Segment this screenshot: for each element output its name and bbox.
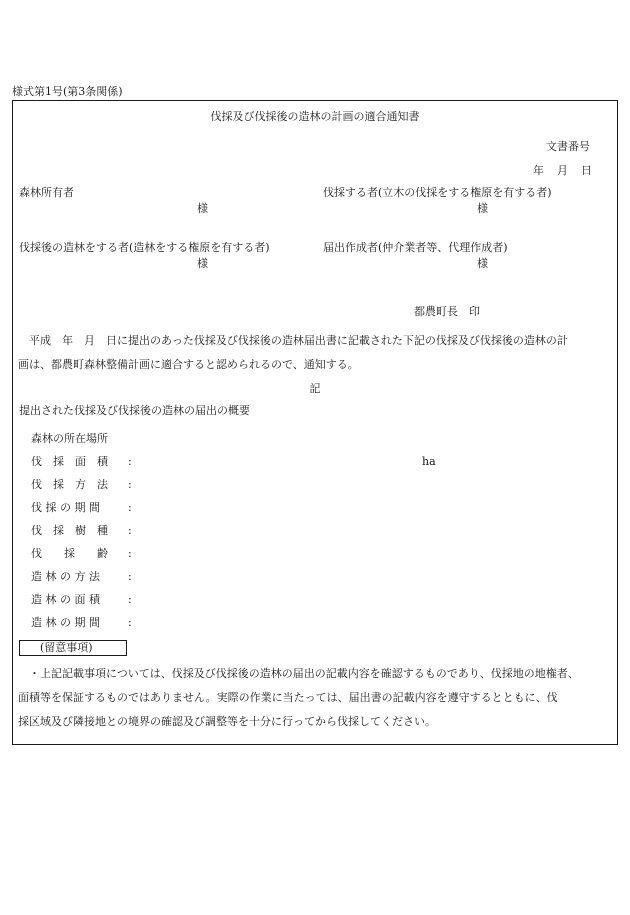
forest-owner-honorific: 様 bbox=[197, 202, 208, 215]
document-title: 伐採及び伐採後の造林の計画の適合通知書 bbox=[210, 110, 420, 123]
item-colon: : bbox=[128, 570, 132, 583]
notes-line-3: 採区域及び隣接地との境界の確認及び調整等を十分に行ってから伐採してください。 bbox=[18, 715, 436, 728]
item-harvest-age: 伐 採 齢 bbox=[31, 547, 108, 560]
summary-heading: 提出された伐採及び伐採後の造林の届出の概要 bbox=[19, 404, 250, 417]
item-colon: : bbox=[128, 593, 132, 606]
harvester-honorific: 様 bbox=[477, 202, 488, 215]
notes-heading: (留意事項) bbox=[40, 641, 93, 654]
ki-heading: 記 bbox=[309, 382, 321, 395]
item-harvest-species: 伐 採 樹 種 bbox=[31, 524, 108, 537]
item-colon: : bbox=[128, 547, 132, 560]
notes-line-2: 面積等を保証するものではありません。実際の作業に当たっては、届出書の記載内容を遵守するとともに、伐 bbox=[18, 691, 558, 704]
item-colon: : bbox=[128, 524, 132, 537]
item-colon: : bbox=[128, 455, 132, 468]
document-number-label: 文書番号 bbox=[546, 140, 590, 153]
filer-label: 届出作成者(仲介業者等、代理作成者) bbox=[323, 241, 508, 254]
harvester-label: 伐採する者(立木の伐採をする権原を有する者) bbox=[323, 186, 552, 199]
date-label: 年 月 日 bbox=[533, 164, 593, 177]
form-number: 様式第1号(第3条関係) bbox=[12, 85, 123, 98]
item-harvest-method: 伐 採 方 法 bbox=[31, 478, 108, 491]
item-reforestation-area: 造 林 の 面 積 bbox=[31, 593, 100, 606]
body-text-line-2: 画は、都農町森林整備計画に適合すると認められるので、通知する。 bbox=[18, 358, 359, 371]
area-unit-ha: ha bbox=[422, 455, 436, 468]
filer-honorific: 様 bbox=[477, 257, 488, 270]
item-colon: : bbox=[128, 478, 132, 491]
item-reforestation-period: 造 林 の 期 間 bbox=[31, 616, 100, 629]
reforester-label: 伐採後の造林をする者(造林をする権原を有する者) bbox=[19, 241, 270, 254]
body-paragraph bbox=[18, 329, 618, 377]
body-text-line-1: 平成 年 月 日に提出のあった伐採及び伐採後の造林届出書に記載された下記の伐採及び伐採後の造林の計 bbox=[29, 334, 568, 347]
issuer-seal: 都農町長 印 bbox=[414, 305, 480, 318]
item-colon: : bbox=[128, 616, 132, 629]
forest-location-label: 森林の所在場所 bbox=[31, 432, 108, 445]
item-reforestation-method: 造 林 の 方 法 bbox=[31, 570, 100, 583]
notes-paragraph bbox=[18, 662, 618, 734]
item-harvest-period: 伐 採 の 期 間 bbox=[31, 501, 100, 514]
item-colon: : bbox=[128, 501, 132, 514]
notes-line-1: ・上記記載事項については、伐採及び伐採後の造林の届出の記載内容を確認するものであり、伐採地の地権者、 bbox=[29, 667, 579, 680]
item-harvest-area: 伐 採 面 積 bbox=[31, 455, 108, 468]
forest-owner-label: 森林所有者 bbox=[19, 186, 74, 199]
reforester-honorific: 様 bbox=[197, 257, 208, 270]
